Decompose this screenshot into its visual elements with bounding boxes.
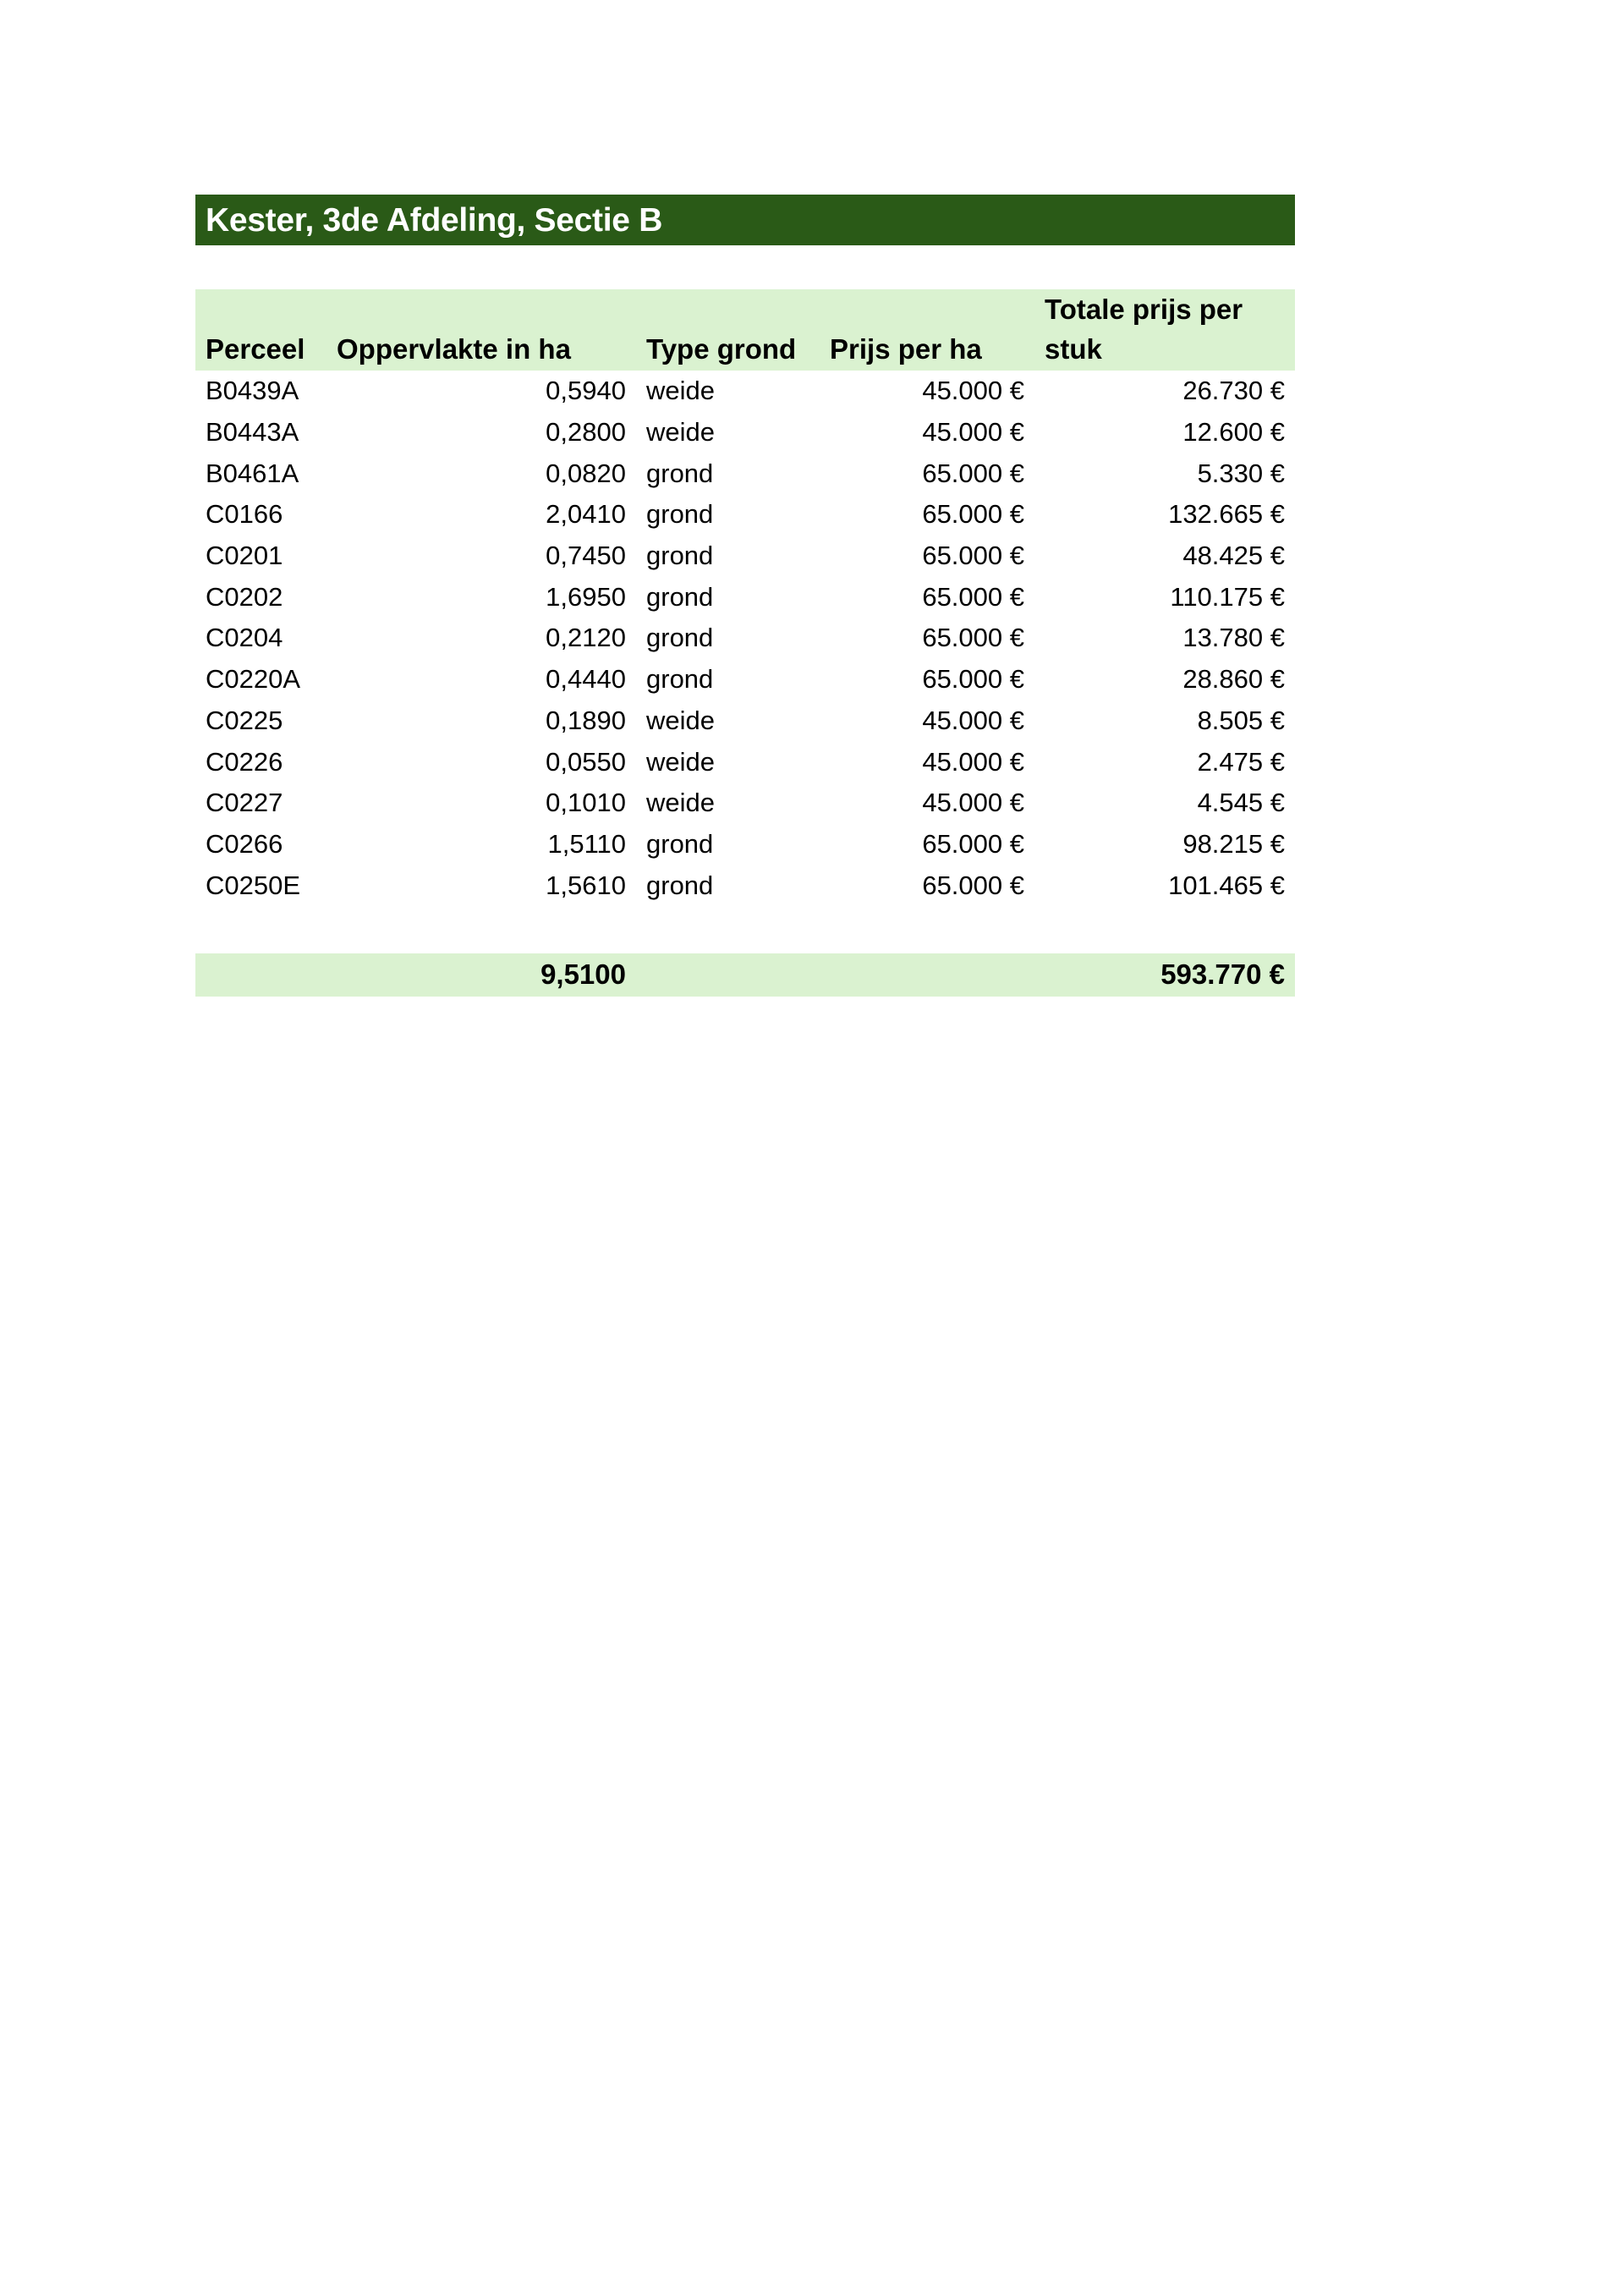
cell-type-grond: weide [646, 788, 715, 818]
table-row [195, 700, 1295, 742]
total-oppervlakte: 9,5100 [540, 958, 626, 991]
cell-totale-prijs: 26.730 € [1182, 376, 1285, 406]
cell-oppervlakte: 1,5610 [546, 870, 626, 900]
total-label-cell [195, 953, 326, 997]
cell-perceel: C0250E [206, 870, 301, 900]
cell-perceel: C0204 [206, 623, 283, 653]
header-perceel: Perceel [206, 333, 305, 365]
cell-oppervlakte: 0,4440 [546, 664, 626, 695]
cell-prijs-per-ha: 45.000 € [922, 746, 1024, 777]
table-row [195, 659, 1295, 700]
table-row [195, 576, 1295, 618]
cell-perceel: C0202 [206, 581, 283, 612]
cell-totale-prijs: 12.600 € [1182, 417, 1285, 448]
cell-type-grond: weide [646, 376, 715, 406]
cell-totale-prijs: 8.505 € [1197, 705, 1285, 735]
cell-perceel: C0226 [206, 746, 283, 777]
cell-prijs-per-ha: 65.000 € [922, 828, 1024, 859]
cell-type-grond: grond [646, 664, 714, 695]
cell-totale-prijs: 13.780 € [1182, 623, 1285, 653]
cell-perceel: B0443A [206, 417, 299, 448]
cell-totale-prijs: 2.475 € [1197, 746, 1285, 777]
cell-oppervlakte: 0,1890 [546, 705, 626, 735]
cell-type-grond: grond [646, 499, 714, 530]
spreadsheet-page [195, 195, 1295, 997]
sheet-title: Kester, 3de Afdeling, Sectie B [195, 195, 1295, 245]
table-row [195, 412, 1295, 453]
cell-totale-prijs: 132.665 € [1168, 499, 1285, 530]
cell-prijs-per-ha: 65.000 € [922, 458, 1024, 488]
header-row [195, 289, 1295, 371]
cell-prijs-per-ha: 65.000 € [922, 623, 1024, 653]
total-prijs: 593.770 € [1160, 958, 1285, 991]
cell-type-grond: grond [646, 623, 714, 653]
total-empty-type [636, 953, 820, 997]
cell-oppervlakte: 0,7450 [546, 541, 626, 571]
cell-type-grond: grond [646, 458, 714, 488]
cell-totale-prijs: 110.175 € [1170, 581, 1285, 612]
header-prijs-per-ha: Prijs per ha [830, 333, 982, 365]
cell-perceel: B0461A [206, 458, 299, 488]
cell-totale-prijs: 4.545 € [1197, 788, 1285, 818]
cell-prijs-per-ha: 45.000 € [922, 705, 1024, 735]
cell-prijs-per-ha: 45.000 € [922, 788, 1024, 818]
cell-oppervlakte: 0,1010 [546, 788, 626, 818]
header-type-grond: Type grond [646, 333, 797, 365]
cell-totale-prijs: 28.860 € [1182, 664, 1285, 695]
cell-perceel: C0166 [206, 499, 283, 530]
cell-oppervlakte: 0,0820 [546, 458, 626, 488]
cell-oppervlakte: 0,5940 [546, 376, 626, 406]
table-row [195, 865, 1295, 906]
cell-prijs-per-ha: 65.000 € [922, 499, 1024, 530]
cell-type-grond: grond [646, 870, 714, 900]
cell-perceel: C0201 [206, 541, 283, 571]
table-row [195, 618, 1295, 659]
cell-oppervlakte: 0,2120 [546, 623, 626, 653]
cell-perceel: C0266 [206, 828, 283, 859]
table-row [195, 494, 1295, 536]
cell-type-grond: grond [646, 581, 714, 612]
table-row [195, 536, 1295, 577]
cell-oppervlakte: 1,6950 [546, 581, 626, 612]
cell-type-grond: weide [646, 746, 715, 777]
spacer-row [195, 906, 1295, 953]
cell-oppervlakte: 0,2800 [546, 417, 626, 448]
cell-prijs-per-ha: 65.000 € [922, 581, 1024, 612]
cell-prijs-per-ha: 45.000 € [922, 376, 1024, 406]
header-oppervlakte: Oppervlakte in ha [337, 333, 571, 365]
cell-perceel: C0220A [206, 664, 301, 695]
cell-totale-prijs: 101.465 € [1168, 870, 1285, 900]
total-empty-prijs [820, 953, 1034, 997]
cell-perceel: B0439A [206, 376, 299, 406]
cell-totale-prijs: 98.215 € [1182, 828, 1285, 859]
cell-type-grond: weide [646, 417, 715, 448]
totals-row [195, 953, 1295, 997]
parcel-table [195, 289, 1295, 997]
cell-perceel: C0227 [206, 788, 283, 818]
cell-perceel: C0225 [206, 705, 283, 735]
cell-prijs-per-ha: 65.000 € [922, 870, 1024, 900]
header-totale-prijs: Totale prijs per stuk [1045, 294, 1243, 365]
cell-oppervlakte: 1,5110 [547, 828, 626, 859]
cell-type-grond: grond [646, 541, 714, 571]
cell-prijs-per-ha: 65.000 € [922, 541, 1024, 571]
cell-prijs-per-ha: 45.000 € [922, 417, 1024, 448]
cell-prijs-per-ha: 65.000 € [922, 664, 1024, 695]
table-row [195, 371, 1295, 412]
cell-oppervlakte: 2,0410 [546, 499, 626, 530]
cell-totale-prijs: 48.425 € [1182, 541, 1285, 571]
table-row [195, 453, 1295, 494]
table-row [195, 741, 1295, 783]
cell-type-grond: weide [646, 705, 715, 735]
cell-oppervlakte: 0,0550 [546, 746, 626, 777]
cell-type-grond: grond [646, 828, 714, 859]
cell-totale-prijs: 5.330 € [1197, 458, 1285, 488]
table-row [195, 783, 1295, 824]
table-row [195, 824, 1295, 865]
